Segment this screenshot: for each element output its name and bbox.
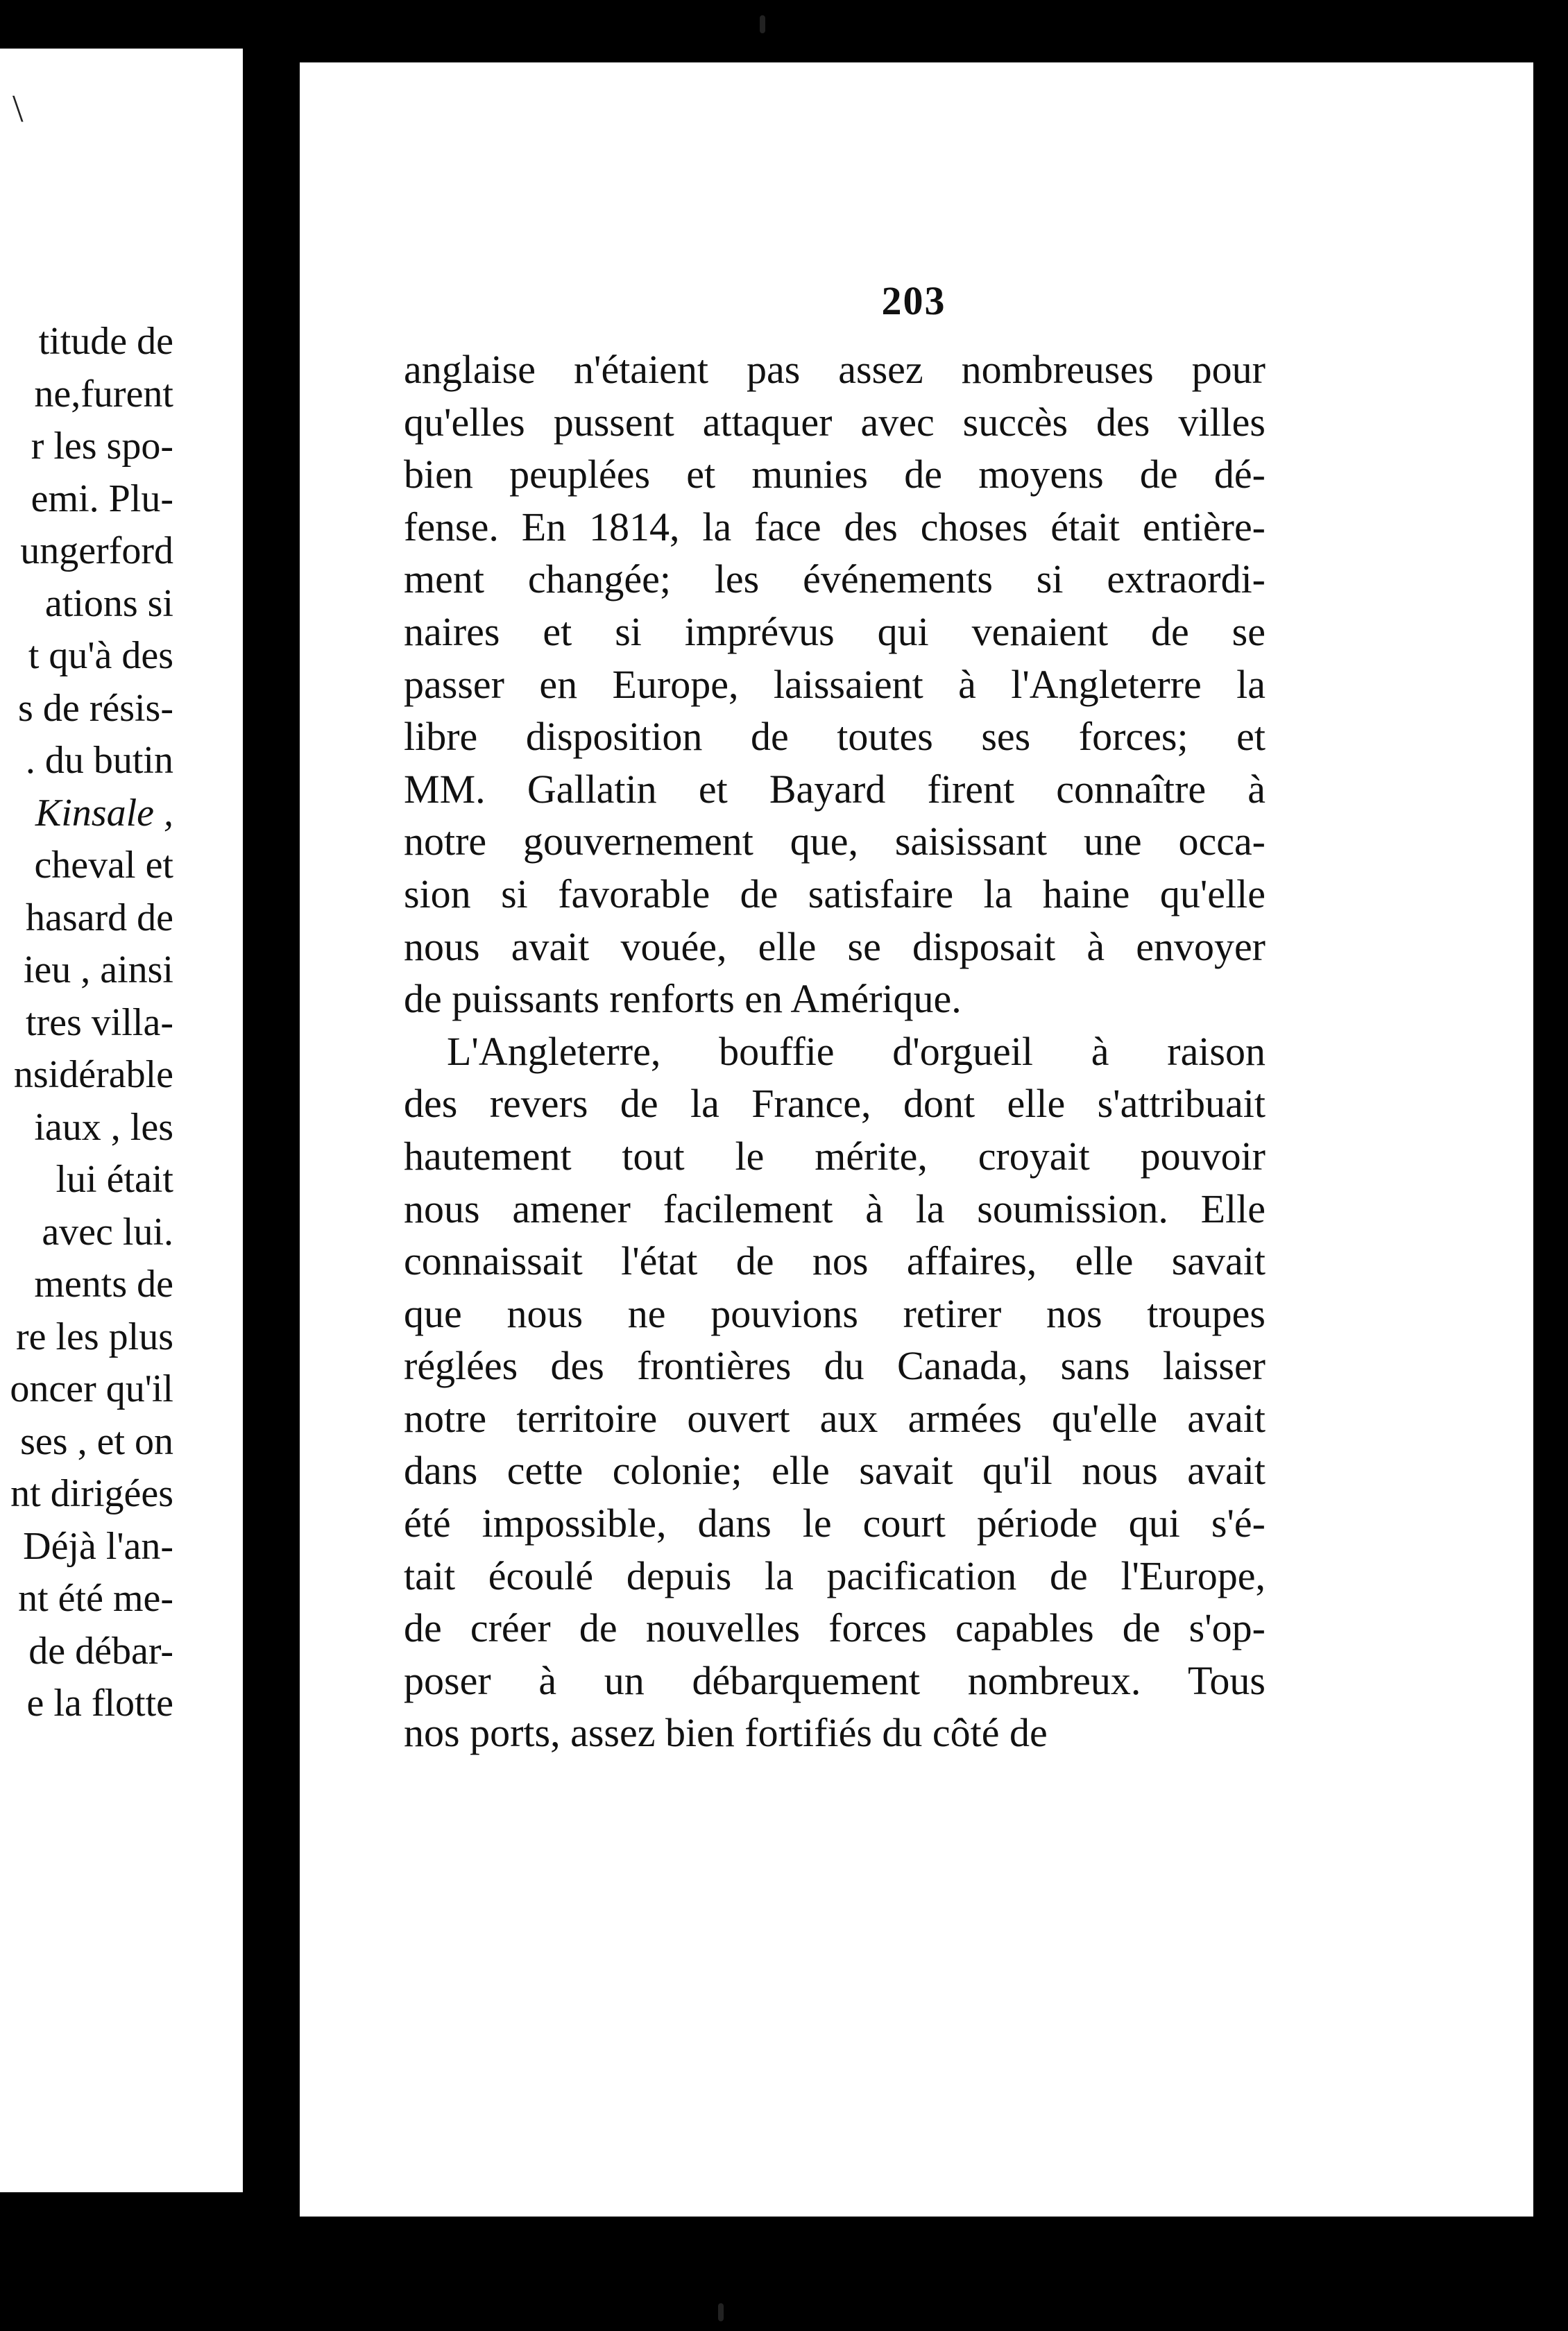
left-text-line: iaux , les [34, 1105, 173, 1149]
text-line: anglaise n'étaient pas assez nombreuses pour [404, 347, 1266, 392]
left-text-line: ses , et on [20, 1419, 173, 1463]
left-text-line: Kinsale , [35, 791, 173, 835]
text-line: dans cette colonie; elle savait qu'il nous avait [404, 1448, 1266, 1494]
left-text-line: nt été me- [18, 1577, 173, 1620]
body-text [404, 343, 1266, 1759]
text-line: sion si favorable de satisfaire la haine qu'elle [404, 871, 1266, 916]
left-text-line: e la flotte [26, 1682, 173, 1725]
right-page [300, 62, 1533, 2217]
left-text-line: Déjà l'an- [23, 1524, 173, 1568]
left-text-line: ations si [44, 581, 173, 625]
left-text-line: avec lui. [42, 1210, 173, 1254]
text-line: nous avait vouée, elle se disposait à envoyer [404, 923, 1266, 969]
left-text-line: lui était [56, 1158, 173, 1201]
left-text-line: nsidérable [13, 1053, 173, 1096]
left-page-fragment [0, 49, 243, 2192]
text-line: que nous ne pouvions retirer nos troupes [404, 1290, 1266, 1336]
text-line: ment changée; les événements si extraordi- [404, 556, 1266, 602]
text-line: hautement tout le mérite, croyait pouvoir [404, 1133, 1266, 1179]
left-text-line: ne,furent [34, 372, 173, 416]
left-text-line: cheval et [34, 844, 173, 887]
text-line: notre gouvernement que, saisissant une occa- [404, 819, 1266, 864]
text-line: été impossible, dans le court période qui s'é- [404, 1501, 1266, 1546]
left-page-text [0, 316, 173, 1730]
text-line: MM. Gallatin et Bayard firent connaître à [404, 766, 1266, 812]
text-line: notre territoire ouvert aux armées qu'elle avait [404, 1395, 1266, 1441]
text-line: nos ports, assez bien fortifiés du côté de [404, 1710, 1048, 1756]
text-line: réglées des frontières du Canada, sans laisser [404, 1343, 1266, 1389]
text-line: poser à un débarquement nombreux. Tous [404, 1657, 1266, 1703]
left-text-line: titude de [38, 320, 173, 363]
left-text-line: ments de [34, 1263, 173, 1306]
text-line: nous amener facilement à la soumission. Elle [404, 1186, 1266, 1231]
left-text-line: s de résis- [18, 686, 173, 730]
left-text-line: hasard de [25, 896, 173, 939]
left-text-line: ieu , ainsi [23, 948, 173, 991]
left-text-line: re les plus [15, 1315, 173, 1358]
left-text-line: de débar- [28, 1629, 173, 1673]
page-number: 203 [881, 278, 946, 323]
text-line: L'Angleterre, bouffie d'orgueil à raison [447, 1028, 1266, 1074]
left-text-line: oncer qu'il [10, 1367, 173, 1410]
text-line: libre disposition de toutes ses forces; et [404, 714, 1266, 760]
text-line: de créer de nouvelles forces capables de s'op- [404, 1605, 1266, 1651]
text-line: fense. En 1814, la face des choses était entière- [404, 504, 1266, 549]
ink-blot [718, 2303, 724, 2321]
text-line: passer en Europe, laissaient à l'Angleterre la [404, 661, 1266, 707]
left-text-line: tres villa- [25, 1000, 173, 1044]
left-text-line: nt dirigées [10, 1472, 173, 1515]
left-text-line: emi. Plu- [31, 477, 173, 520]
text-line: des revers de la France, dont elle s'attribuait [404, 1081, 1266, 1127]
text-line: naires et si imprévus qui venaient de se [404, 608, 1266, 654]
ink-blot [760, 15, 765, 33]
left-text-line: ungerford [20, 529, 173, 572]
left-text-line: r les spo- [31, 425, 173, 468]
left-text-line: . du butin [25, 739, 173, 782]
text-line: bien peuplées et munies de moyens de dé- [404, 452, 1266, 497]
text-line: qu'elles pussent attaquer avec succès des villes [404, 399, 1266, 445]
text-line: connaissait l'état de nos affaires, elle savait [404, 1238, 1266, 1284]
text-line: tait écoulé depuis la pacification de l'Europe, [404, 1553, 1266, 1598]
left-text-line: t qu'à des [28, 634, 173, 677]
edge-mark: \ [12, 87, 24, 130]
text-line: de puissants renforts en Amérique. [404, 976, 962, 1022]
